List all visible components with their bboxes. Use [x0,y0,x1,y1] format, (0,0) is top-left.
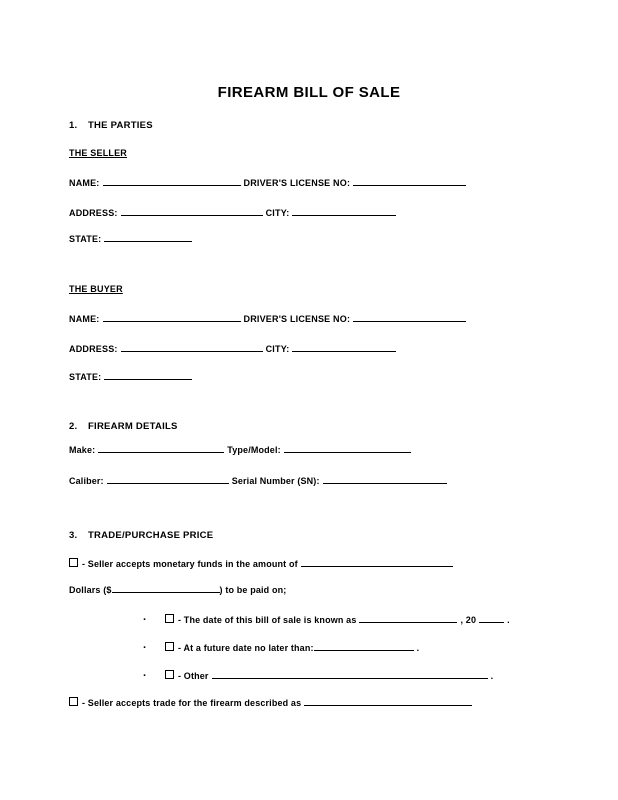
buyer-state-input[interactable] [104,370,192,380]
seller-name-input[interactable] [103,176,241,186]
buyer-dl-input[interactable] [353,312,466,322]
section-number: 3. [69,530,78,541]
monetary-amount-input[interactable] [301,557,453,567]
seller-city-input[interactable] [292,206,396,216]
serial-number-label: Serial Number (SN): [231,476,320,486]
other-label: - Other [178,671,209,681]
buyer-heading: THE BUYER [69,284,123,294]
buyer-name-row [69,312,469,324]
checkbox-trade[interactable] [69,697,78,706]
known-date-year-prefix: , 20 [460,615,477,625]
future-date-label: - At a future date no later than: [178,643,314,653]
known-date-year-input[interactable] [479,613,504,623]
buyer-address-row [69,342,399,354]
bullet-icon [143,670,165,682]
buyer-name-input[interactable] [103,312,241,322]
future-date-input[interactable] [314,641,414,651]
checkbox-other[interactable] [165,670,174,679]
seller-dl-input[interactable] [353,176,466,186]
seller-heading: THE SELLER [69,148,128,158]
dollars-row [69,583,286,595]
caliber-input[interactable] [107,474,229,484]
trade-option-row [69,696,475,708]
buyer-state-row [69,370,195,382]
bullet-icon [143,614,165,626]
checkbox-known-date[interactable] [165,614,174,623]
make-input[interactable] [98,443,224,453]
page-title: FIREARM BILL OF SALE [217,84,401,101]
seller-city-label: CITY: [265,208,290,218]
seller-address-row [69,206,399,218]
seller-address-label: ADDRESS: [69,208,118,218]
future-date-suffix: . [416,643,420,653]
seller-name-row [69,176,469,188]
firearm-make-row [69,443,414,455]
checkbox-monetary-funds[interactable] [69,558,78,567]
trade-input[interactable] [304,696,472,706]
payment-option-row-1 [143,613,510,626]
known-date-suffix: . [507,615,510,625]
section-heading-firearm [69,421,178,432]
section-title: THE PARTIES [88,120,153,131]
payment-option-row-2 [143,641,419,654]
known-date-input[interactable] [359,613,457,623]
section-title: FIREARM DETAILS [88,421,178,432]
section-heading-price [69,530,213,541]
buyer-address-label: ADDRESS: [69,344,118,354]
bullet-icon [143,642,165,654]
seller-state-input[interactable] [104,232,192,242]
seller-state-row [69,232,195,244]
seller-address-input[interactable] [121,206,263,216]
section-title: TRADE/PURCHASE PRICE [88,530,214,541]
seller-state-label: STATE: [69,234,102,244]
section-number: 1. [69,120,78,131]
buyer-dl-label: DRIVER'S LICENSE NO: [243,314,351,324]
buyer-city-input[interactable] [292,342,396,352]
serial-number-input[interactable] [323,474,447,484]
payment-option-row-3 [143,669,493,682]
dollars-amount-input[interactable] [112,583,220,593]
caliber-label: Caliber: [69,476,104,486]
firearm-caliber-row [69,474,450,486]
section-number: 2. [69,421,78,432]
monetary-funds-label: - Seller accepts monetary funds in the amount of [82,559,298,569]
monetary-funds-option-row [69,557,456,569]
other-suffix: . [490,671,494,681]
make-label: Make: [69,445,96,455]
dollars-suffix-label: ) to be paid on; [219,585,287,595]
dollars-prefix-label: Dollars ($ [69,585,112,595]
checkbox-future-date[interactable] [165,642,174,651]
type-model-input[interactable] [284,443,411,453]
type-model-label: Type/Model: [227,445,281,455]
known-date-label: - The date of this bill of sale is known as [178,615,357,625]
trade-label: - Seller accepts trade for the firearm described as [82,698,302,708]
other-input[interactable] [212,669,488,679]
seller-name-label: NAME: [69,178,100,188]
section-heading-parties [69,120,153,131]
buyer-name-label: NAME: [69,314,100,324]
seller-dl-label: DRIVER'S LICENSE NO: [243,178,351,188]
buyer-address-input[interactable] [121,342,263,352]
buyer-state-label: STATE: [69,372,102,382]
buyer-city-label: CITY: [265,344,290,354]
